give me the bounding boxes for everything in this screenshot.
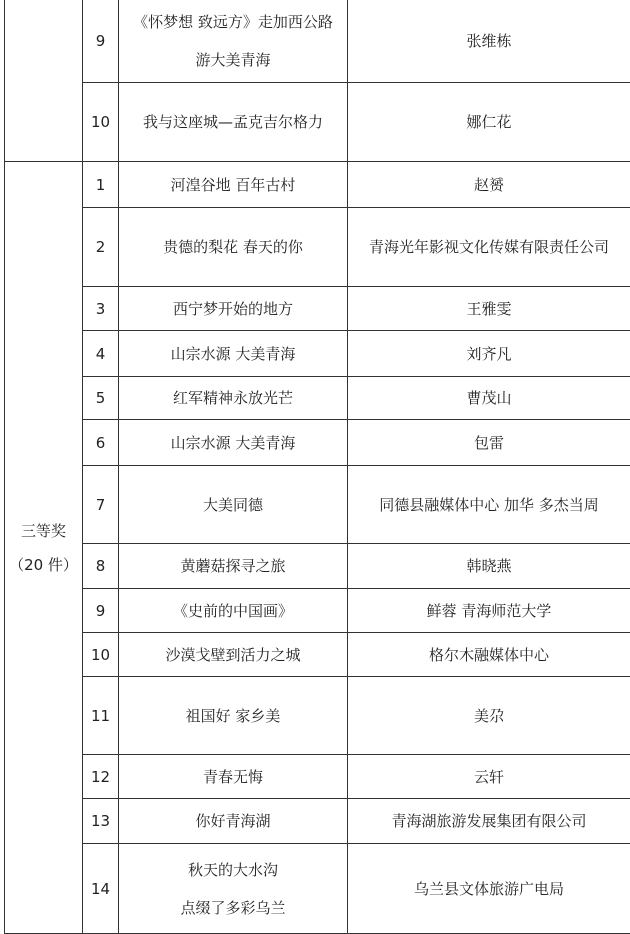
author: 云轩 (348, 755, 630, 799)
table-row (5, 677, 630, 755)
author: 鲜蓉 青海师范大学 (348, 589, 630, 633)
row-number: 4 (83, 331, 119, 377)
work-title: 《怀梦想 致远方》走加西公路 游大美青海 (119, 0, 348, 83)
table-row (5, 844, 630, 934)
row-number: 14 (83, 844, 119, 934)
work-title: 河湟谷地 百年古村 (119, 162, 348, 208)
work-title: 青春无悔 (119, 755, 348, 799)
row-number: 1 (83, 162, 119, 208)
category-third-prize: 三等奖 （20 件） (5, 162, 83, 934)
table-row (5, 83, 630, 162)
work-title: 红军精神永放光芒 (119, 377, 348, 420)
author: 赵赟 (348, 162, 630, 208)
row-number: 8 (83, 544, 119, 589)
author: 曹茂山 (348, 377, 630, 420)
row-number: 6 (83, 420, 119, 466)
work-title: 沙漠戈壁到活力之城 (119, 633, 348, 677)
table-row (5, 331, 630, 377)
awards-table (4, 0, 630, 934)
author: 美尕 (348, 677, 630, 755)
author: 青海光年影视文化传媒有限责任公司 (348, 208, 630, 287)
work-title: 山宗水源 大美青海 (119, 331, 348, 377)
work-title: 山宗水源 大美青海 (119, 420, 348, 466)
row-number: 9 (83, 589, 119, 633)
work-title: 西宁梦开始的地方 (119, 287, 348, 331)
work-title: 秋天的大水沟 点缀了多彩乌兰 (119, 844, 348, 934)
prev-category-cell (5, 0, 83, 162)
table-row (5, 377, 630, 420)
author: 乌兰县文体旅游广电局 (348, 844, 630, 934)
row-number: 12 (83, 755, 119, 799)
table-row (5, 799, 630, 844)
work-title: 大美同德 (119, 466, 348, 544)
table-row (5, 162, 630, 208)
table-row (5, 466, 630, 544)
author: 青海湖旅游发展集团有限公司 (348, 799, 630, 844)
row-number: 7 (83, 466, 119, 544)
author: 王雅雯 (348, 287, 630, 331)
row-number: 13 (83, 799, 119, 844)
row-number: 11 (83, 677, 119, 755)
author: 张维栋 (348, 0, 630, 83)
author: 娜仁花 (348, 83, 630, 162)
work-title: 黄蘑菇探寻之旅 (119, 544, 348, 589)
row-number: 5 (83, 377, 119, 420)
table-row (5, 420, 630, 466)
row-number: 2 (83, 208, 119, 287)
row-number: 3 (83, 287, 119, 331)
table-row (5, 287, 630, 331)
table-row (5, 633, 630, 677)
work-title: 你好青海湖 (119, 799, 348, 844)
work-title: 祖国好 家乡美 (119, 677, 348, 755)
table-row (5, 589, 630, 633)
table-row (5, 544, 630, 589)
table-row (5, 208, 630, 287)
row-number: 9 (83, 0, 119, 83)
author: 韩晓燕 (348, 544, 630, 589)
work-title: 《史前的中国画》 (119, 589, 348, 633)
row-number: 10 (83, 83, 119, 162)
work-title: 我与这座城—孟克吉尔格力 (119, 83, 348, 162)
author: 刘齐凡 (348, 331, 630, 377)
row-number: 10 (83, 633, 119, 677)
author: 包雷 (348, 420, 630, 466)
table-row (5, 755, 630, 799)
author: 格尔木融媒体中心 (348, 633, 630, 677)
table-row (5, 0, 630, 83)
work-title: 贵德的梨花 春天的你 (119, 208, 348, 287)
author: 同德县融媒体中心 加华 多杰当周 (348, 466, 630, 544)
